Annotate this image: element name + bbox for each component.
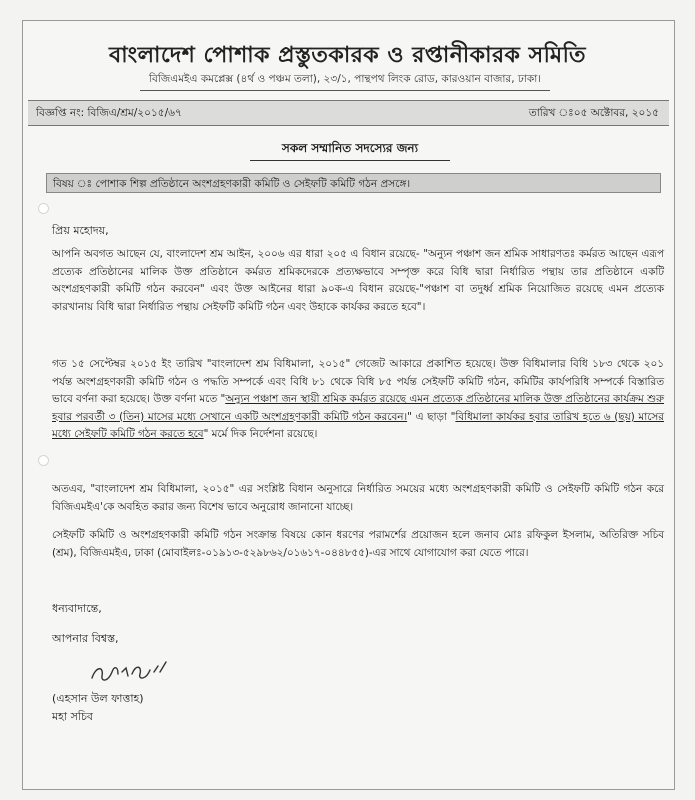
subject-line: বিষয় ঃ পোশাক শিল্প প্রতিষ্ঠানে অংশগ্রহণকারী কমিটি ও সেইফটি কমিটি গঠন প্রসঙ্গে।	[46, 173, 661, 193]
recipient-heading: সকল সম্মানিত সদস্যের জন্য	[250, 140, 450, 161]
paragraph-2	[52, 356, 664, 444]
greeting: প্রিয় মহোদয়,	[52, 224, 109, 237]
reference-date: তারিখ ঃ০৫ অক্টোবর, ২০১৫	[528, 107, 659, 119]
reference-bar	[28, 100, 669, 126]
paragraph-2-text-a: গত ১৫ সেপ্টেম্বর ২০১৫ ইং তারিখ "বাংলাদেশ শ্রম বিধিমালা, ২০১৫" গেজেট আকারে প্রকাশিত হয়েছে। উক্ত বিধিমালার বিধি ১৮৩ থেকে ২০১ পর্যন্ত অংশগ্রহণকারী কমিটি গঠন ও পদ্ধতি সম্পর্কে এবং বিধি ৮১ থেকে বিধি ৮৫ পর্যন্ত সেইফটি কমিটি গঠন, কমিটির কার্যপরিধি সম্পর্কে বিস্তারিত ভাবে বর্ণনা করা হয়েছে। উক্ত বর্ণনা মতে "	[52, 358, 664, 405]
paragraph-2-underlined-2: বিধিমালা কার্যকর হবার তারিখ হতে ৬ (ছয়) মাসের মধ্যে সেইফটি কমিটি গঠন করতে হবে	[52, 410, 664, 440]
signer-title: মহা সচিব	[52, 710, 94, 723]
paragraph-1: আপনি অবগত আছেন যে, বাংলাদেশ শ্রম আইন, ২০০৬ এর ধারা ২০৫ এ বিধান রয়েছে- "অন্যুন পঞ্চাশ জন শ্রমিক সাধারণতঃ কর্মরত আছেন এরূপ প্রত্যেক প্রতিষ্ঠানের মালিক উক্ত প্রতিষ্ঠানে কর্মরত শ্রমিকদেরকে প্রত্যক্ষভাবে সম্পৃক্ত করে বিধি দ্বারা নির্ধারিত পন্থায় তার প্রতিষ্ঠানে একটি অংশগ্রহণকারী কমিটি গঠন করবেন" এবং উক্ত আইনের ধারা ৯০ক-এ বিধান রয়েছে-"পঞ্চাশ বা তদুর্ধ্ব শ্রমিক নিয়োজিত রয়েছে এমন প্রত্যেক কারখানায় বিধি দ্বারা নির্ধারিত পন্থায় সেইফটি কমিটি গঠন এবং উহাকে কার্যকর করতে হবে"।	[52, 248, 664, 313]
punch-hole	[38, 455, 49, 466]
organization-name: বাংলাদেশ পোশাক প্রস্তুতকারক ও রপ্তানীকারক সমিতি	[109, 43, 586, 68]
reference-number: বিজ্ঞপ্তি নং: বিজিএ/শ্রম/২০১৫/৬৭	[36, 107, 182, 119]
punch-hole	[38, 203, 49, 214]
paragraph-2-underlined-1: অন্যুন পঞ্চাশ জন স্থায়ী শ্রমিক কর্মরত রয়েছে এমন প্রত্যেক প্রতিষ্ঠানের মালিক উক্ত প্রতিষ্ঠানের কার্যক্রম শুরু হবার পরবর্তী ৩ (তিন) মাসের মধ্যে সেখানে একটি অংশগ্রহণকারী কমিটি গঠন করবেন।	[52, 393, 664, 423]
signer-name: (এহসান উল ফাত্তাহ)	[52, 692, 144, 705]
paragraph-4: সেইফটি কমিটি ও অংশগ্রহণকারী কমিটি গঠন সংক্রান্ত বিষয়ে কোন ধরণের পরামর্শের প্রয়োজন হলে জনাব মোঃ রফিকুল ইসলাম, অতিরিক্ত সচিব (শ্রম), বিজিএমইএ, ঢাকা (মোবাইলঃ-০১৯১৩-৫২৯৮৬২/০১৬১৭-০৪৪৮৫৫)-এর সাথে যোগাযোগ করা যেতে পারে।	[52, 529, 664, 559]
closing-thanks: ধন্যবাদান্তে,	[52, 602, 102, 615]
paragraph-2-text-c: " মর্মে দিক নির্দেশনা রয়েছে।	[203, 428, 318, 440]
paragraph-3: অতএব, "বাংলাদেশ শ্রম বিধিমালা, ২০১৫" এর সংশ্লিষ্ট বিধান অনুসারে নির্ধারিত সময়ের মধ্যে অংশগ্রহণকারী কমিটি ও সেইফটি কমিটি গঠন করে বিজিএমইএ'কে অবহিত করার জন্য বিশেষ ভাবে অনুরোধ জানানো যাচ্ছে।	[52, 483, 664, 513]
paragraph-2-text-b: " এ ছাড়া "	[407, 410, 456, 423]
organization-address: বিজিএমইএ কমপ্লেক্স (৪র্থ ও পঞ্চম তলা), ২৩/১, পান্থপথ লিংক রোড, কারওয়ান বাজার, ঢাকা।	[140, 72, 550, 91]
closing-yours: আপনার বিশ্বস্ত,	[52, 632, 119, 645]
signature-image	[88, 652, 180, 686]
